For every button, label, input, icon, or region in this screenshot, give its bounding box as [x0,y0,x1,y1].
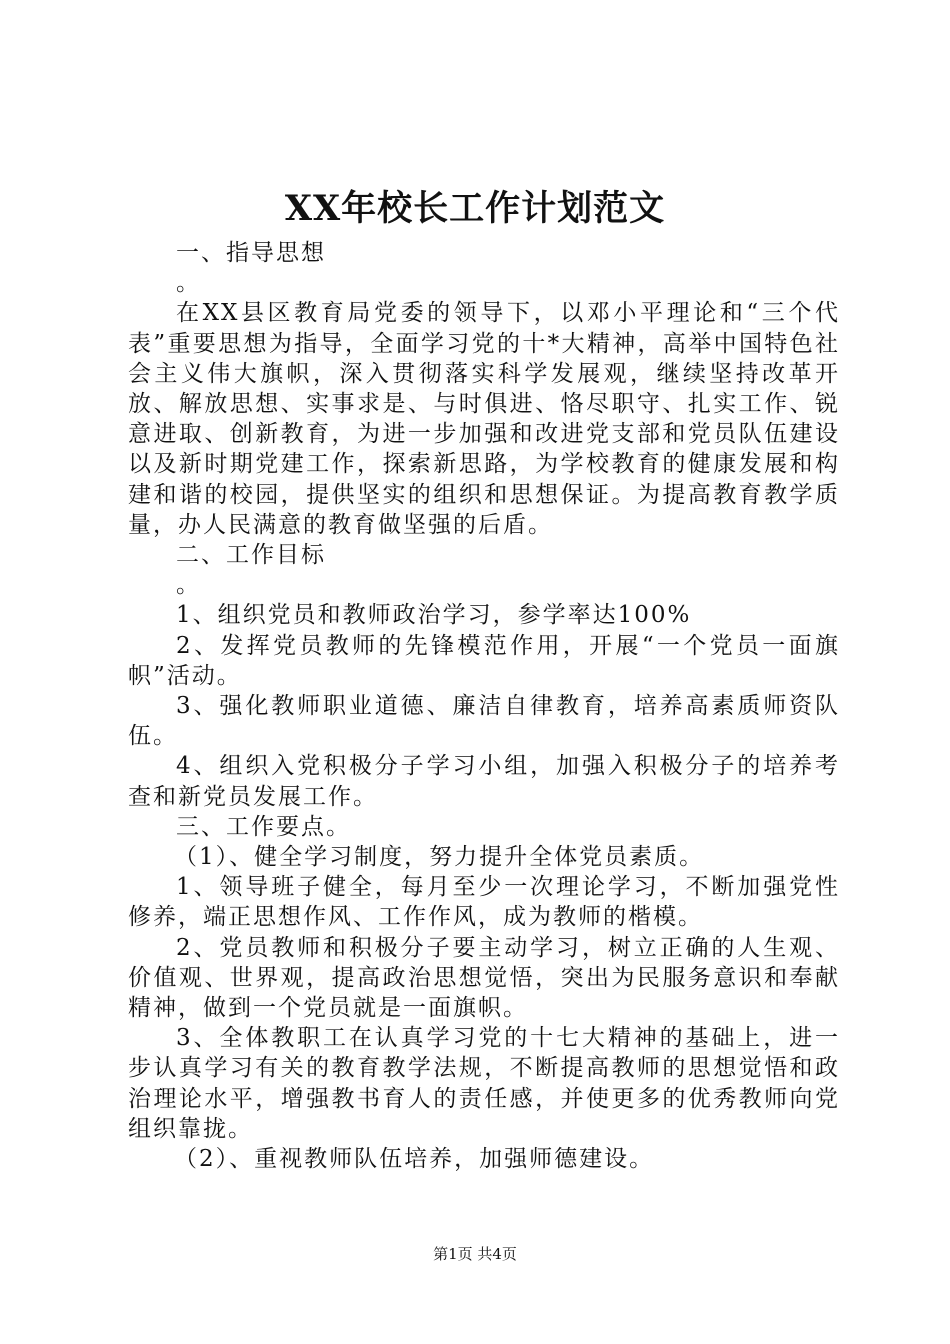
subsection-heading-1: （1）、健全学习制度，努力提升全体党员素质。 [174,844,705,871]
document-title: XX年校长工作计划范文 [284,188,666,229]
section-heading-work-goals: 二、工作目标 [176,542,326,569]
paragraph-punctuation: 。 [176,270,201,297]
paragraph-guiding-ideology: 在XX县区教育局党委的领导下，以邓小平理论和“三个代表”重要思想为指导，全面学习党的十*大精神，高举中国特色社会主义伟大旗帜，深入贯彻落实科学发展观，继续坚持改革开放、解放思想、实事求是、与时俱进、恪尽职守、扎实工作、锐意进取、创新教育，为进一步加强和改进党支部和党员队伍建设以及新时期党建工作，探索新思路，为学校教育的健康发展和构建和谐的校园，提供坚实的组织和思想保证。为提高教育教学质量，办人民满意的教育做坚强的后盾。 [128,300,840,538]
work-point-item-1: 1、领导班子健全，每月至少一次理论学习，不断加强党性修养，端正思想作风、工作作风，成为教师的楷模。 [128,874,840,931]
goal-item-1: 1、组织党员和教师政治学习，参学率达100% [176,602,692,629]
work-point-item-3: 3、全体教职工在认真学习党的十七大精神的基础上，进一步认真学习有关的教育教学法规，不断提高教师的思想觉悟和政治理论水平，增强教书育人的责任感，并使更多的优秀教师向党组织靠拢。 [128,1025,840,1142]
work-point-item-2: 2、党员教师和积极分子要主动学习，树立正确的人生观、价值观、世界观，提高政治思想觉悟，突出为民服务意识和奉献精神，做到一个党员就是一面旗帜。 [128,934,840,1022]
page-indicator: 第1页 共4页 [433,1245,517,1263]
paragraph-punctuation: 。 [176,572,201,599]
document-body [128,238,840,1174]
goal-item-4: 4、组织入党积极分子学习小组，加强入积极分子的培养考查和新党员发展工作。 [128,753,840,810]
section-heading-work-points: 三、工作要点。 [176,813,351,840]
subsection-heading-2: （2）、重视教师队伍培养，加强师德建设。 [174,1146,655,1173]
section-heading-guiding-ideology: 一、指导思想 [176,240,326,266]
goal-item-3: 3、强化教师职业道德、廉洁自律教育，培养高素质师资队伍。 [128,693,840,750]
goal-item-2: 2、发挥党员教师的先锋模范作用，开展“一个党员一面旗帜”活动。 [128,632,840,689]
